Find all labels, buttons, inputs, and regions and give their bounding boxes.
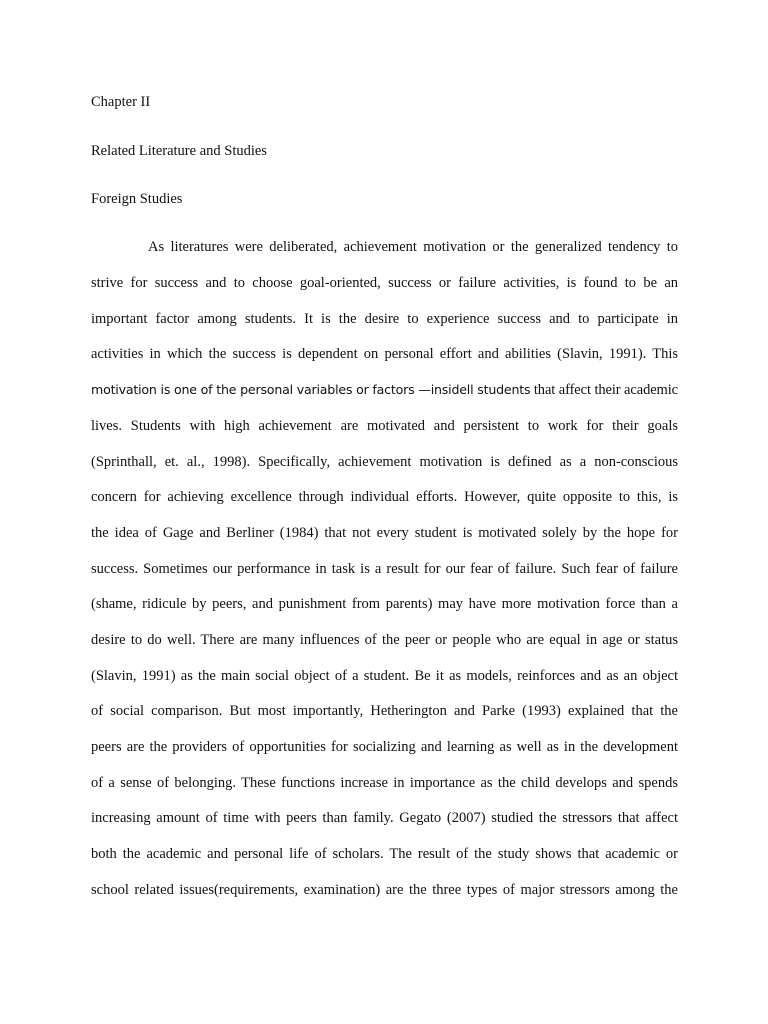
- paragraph-line: (shame, ridicule by peers, and punishment from parents) may have more motivation force than a: [91, 596, 678, 612]
- paragraph-line: of a sense of belonging. These functions increase in importance as the child develops and spends: [91, 775, 678, 791]
- paragraph-line: As literatures were deliberated, achievement motivation or the generalized tendency to: [148, 239, 678, 255]
- paragraph-line: activities in which the success is dependent on personal effort and abilities (Slavin, 1991). This: [91, 346, 678, 362]
- paragraph-line: desire to do well. There are many influences of the peer or people who are equal in age or status: [91, 632, 678, 648]
- paragraph-line: lives. Students with high achievement are motivated and persistent to work for their goals: [91, 418, 678, 434]
- paragraph-line: increasing amount of time with peers than family. Gegato (2007) studied the stressors that affect: [91, 810, 678, 826]
- chapter-heading: Chapter II: [91, 94, 151, 110]
- paragraph-line: important factor among students. It is the desire to experience success and to participate in: [91, 311, 678, 327]
- line-segment-serif: that affect their academic: [530, 382, 678, 398]
- paragraph-line: (Sprinthall, et. al., 1998). Specifically, achievement motivation is defined as a non-conscious: [91, 454, 678, 470]
- paragraph-line: both the academic and personal life of scholars. The result of the study shows that academic or: [91, 846, 678, 862]
- paragraph-line: success. Sometimes our performance in task is a result for our fear of failure. Such fear of failure: [91, 561, 678, 577]
- paragraph-line: the idea of Gage and Berliner (1984) that not every student is motivated solely by the hope for: [91, 525, 678, 541]
- subsection-title: Foreign Studies: [91, 191, 183, 207]
- paragraph-line: school related issues(requirements, examination) are the three types of major stressors among the: [91, 882, 678, 898]
- paragraph-line: (Slavin, 1991) as the main social object of a student. Be it as models, reinforces and as an object: [91, 668, 678, 684]
- paragraph-line: [91, 381, 678, 399]
- paragraph-line: peers are the providers of opportunities for socializing and learning as well as in the development: [91, 739, 678, 755]
- section-title: Related Literature and Studies: [91, 143, 267, 159]
- paragraph-line: concern for achieving excellence through individual efforts. However, quite opposite to this, is: [91, 489, 678, 505]
- line-segment-sans: motivation is one of the personal variables or factors —insidell students: [91, 382, 531, 397]
- paragraph-line: of social comparison. But most importantly, Hetherington and Parke (1993) explained that the: [91, 703, 678, 719]
- paragraph-line: strive for success and to choose goal-oriented, success or failure activities, is found to be an: [91, 275, 678, 291]
